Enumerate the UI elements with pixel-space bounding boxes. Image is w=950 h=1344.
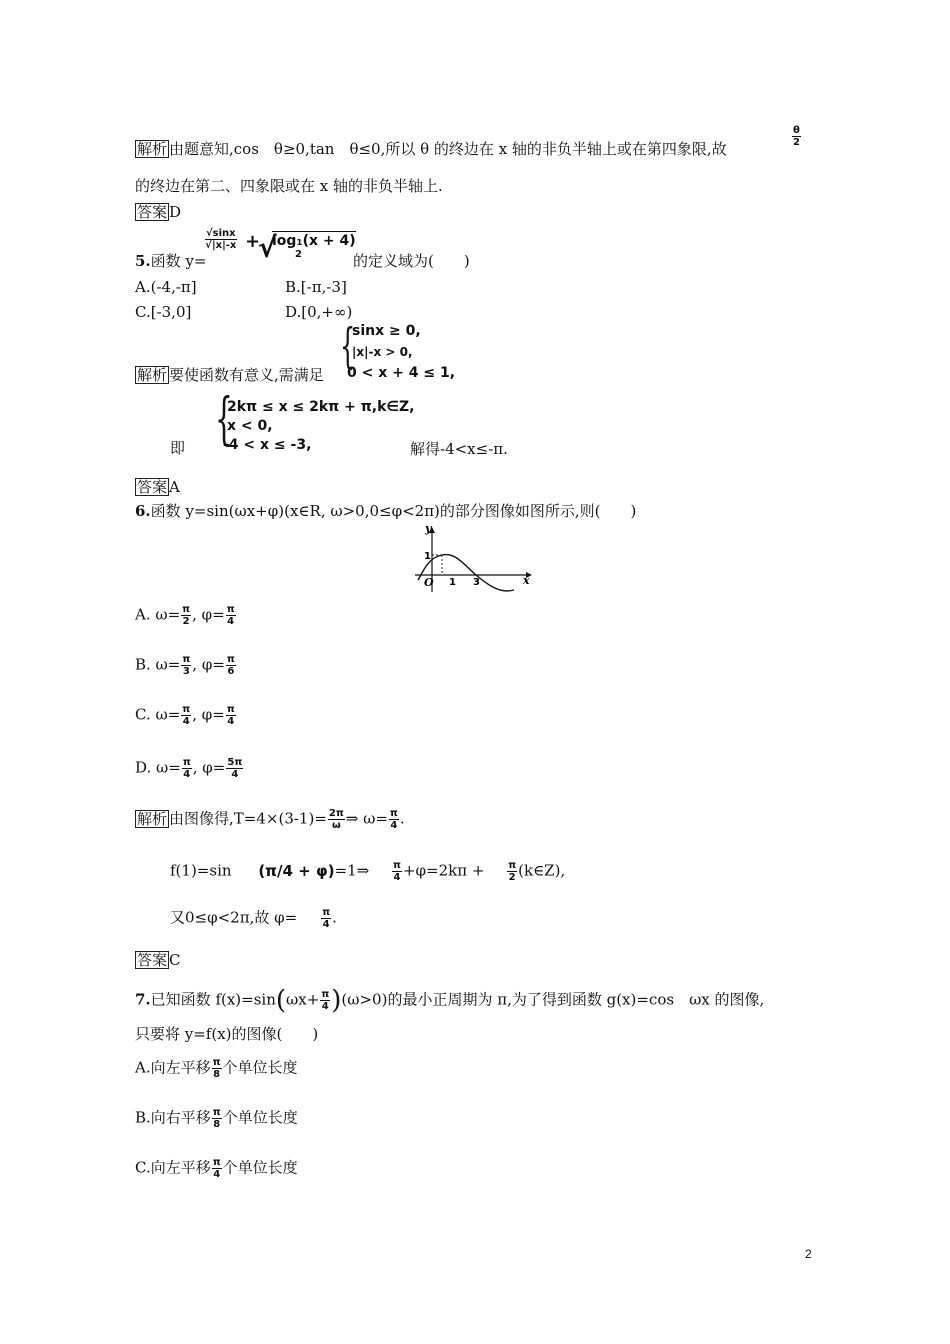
q5-answer <box>135 477 180 497</box>
q5-sys2-row3: -4 < x ≤ -3, <box>223 437 312 453</box>
solution-tag: 解析 <box>137 366 168 384</box>
q6-stem-text: 函数 y=sin(ωx+φ)(x∈R, ω>0,0≤φ<2π)的部分图像如图所示,则( ) <box>150 502 637 520</box>
q7-stem-line2: 只要将 y=f(x)的图像( ) <box>135 1025 319 1043</box>
q4-answer <box>135 202 181 222</box>
q7-stem-line1: 7.已知函数 f(x)=sin(ωx+ $\frac{\pi}{4}$ )(ω>0)的最小正周期为 π,为了得到函数 g(x)=cos ωx 的图像, <box>135 985 765 1016</box>
solution-tag: 解析 <box>137 809 168 828</box>
q5-system1-brace: { <box>340 318 356 374</box>
q5-solution-line <box>135 365 324 385</box>
q6-solution-line1: 解析 由图像得,T=4×(3-1)= $\frac{2\pi}{\omega}$ ⇒ ω= $\frac{\pi}{4}$ . <box>137 808 405 831</box>
q5-system2-brace: { <box>215 387 233 452</box>
q5-sys1-row1: sinx ≥ 0, <box>352 323 421 339</box>
q7-number: 7. <box>135 990 151 1009</box>
answer-tag: 答案 <box>137 951 168 969</box>
q4-solution-line1 <box>135 139 727 159</box>
q5-sys1-row3: 0 < x + 4 ≤ 1, <box>347 365 456 381</box>
q6-option-c: C. ω= $\frac{\pi}{4}$ , φ= $\frac{\pi}{4}$ <box>135 704 235 727</box>
q6-solution-line2: f(1)=sin (π/4 + φ)=1⇒ $\frac{\pi}{4}$ +φ=2kπ + $\frac{\pi}{2}$ (k∈Z), <box>170 860 566 883</box>
q4-solution-line2: 的终边在第二、四象限或在 x 轴的非负半轴上. <box>135 177 443 195</box>
solution-tag: 解析 <box>137 140 168 158</box>
x-tick-3: 3 <box>473 577 480 588</box>
y-tick-1: 1 <box>424 551 431 562</box>
x-tick-1: 1 <box>449 577 456 588</box>
q5-option-d: D.[0,+∞) <box>285 303 353 321</box>
q5-log-base: 2 <box>295 249 302 260</box>
q5-option-b: B.[-π,-3] <box>285 278 347 296</box>
q5-option-c: C.[-3,0] <box>135 303 192 321</box>
q6-paren-expr: (π/4 + φ) <box>258 861 335 880</box>
q6-answer <box>135 950 181 970</box>
x-label: x <box>523 574 530 587</box>
q6-sine-graph <box>410 518 540 594</box>
q5-ji: 即 <box>170 439 186 457</box>
q5-stem-suffix: 的定义域为( ) <box>353 252 470 270</box>
q5-answer-value: A <box>169 478 180 496</box>
q6-option-d: D. ω= $\frac{\pi}{4}$ , φ= $\frac{5\pi}{4}$ <box>135 757 243 780</box>
q5-log-expr: log₁(x + 4) <box>272 233 356 249</box>
answer-tag: 答案 <box>137 203 168 221</box>
q6-option-b: B. ω= $\frac{\pi}{3}$ , φ= $\frac{\pi}{6}$ <box>135 654 235 677</box>
q5-plus: + <box>245 231 261 252</box>
q4-half-theta-fraction: θ 2 <box>792 125 800 148</box>
q5-number: 5. <box>135 252 151 270</box>
q4-answer-value: D <box>169 203 182 221</box>
q5-solution-text: 要使函数有意义,需满足 <box>169 366 324 384</box>
q6-solution-line3: 又0≤φ<2π,故 φ= $\frac{\pi}{4}$ . <box>170 907 337 930</box>
q5-stem-text: 函数 y= <box>150 252 207 270</box>
q5-sqrt-fraction: √sinx √|x|-x <box>205 228 237 251</box>
q7-option-a: A.向左平移 $\frac{\pi}{8}$ 个单位长度 <box>135 1057 298 1080</box>
q6-number: 6. <box>135 502 151 520</box>
q5-solution-result: 解得-4<x≤-π. <box>410 440 508 458</box>
q5-radical-sign: √ <box>258 231 277 264</box>
origin-label: O <box>424 576 434 589</box>
q5-sys2-row1: 2kπ ≤ x ≤ 2kπ + π,k∈Z, <box>227 399 415 415</box>
q5-sys2-row2: x < 0, <box>227 418 273 434</box>
y-label: y <box>425 522 432 535</box>
q7-option-c: C.向左平移 $\frac{\pi}{4}$ 个单位长度 <box>135 1157 298 1180</box>
q5-stem <box>135 251 206 271</box>
page-number: 2 <box>805 1247 812 1261</box>
q6-stem <box>135 501 636 521</box>
q5-option-a: A.(-4,-π] <box>135 278 197 296</box>
q7-option-b: B.向右平移 $\frac{\pi}{8}$ 个单位长度 <box>135 1107 298 1130</box>
q6-option-a: A. ω= $\frac{\pi}{2}$ , φ= $\frac{\pi}{4}$ <box>135 604 235 627</box>
answer-tag: 答案 <box>137 478 168 496</box>
q4-solution-text: 由题意知,cos θ≥0,tan θ≤0,所以 θ 的终边在 x 轴的非负半轴上或在第四象限,故 <box>169 140 727 158</box>
q5-sys1-row2: |x|-x > 0, <box>352 345 413 359</box>
q6-answer-value: C <box>169 951 181 969</box>
